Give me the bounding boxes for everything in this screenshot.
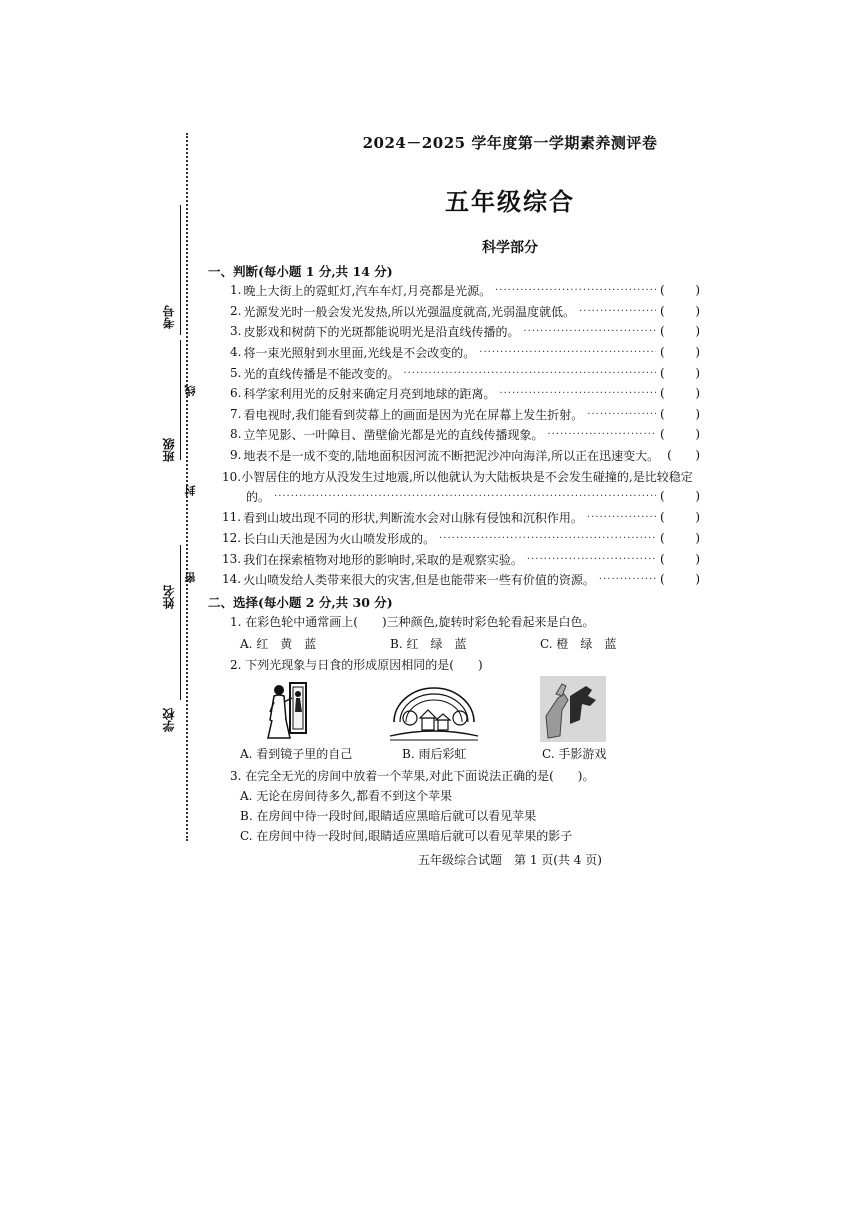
answer-paren[interactable]: ( ) — [660, 386, 700, 400]
item-text: 皮影戏和树荫下的光斑都能说明光是沿直线传播的。 — [243, 324, 520, 339]
mirror-woman-picture — [262, 680, 312, 742]
item-text: 地表不是一成不变的,陆地面积因河流不断把泥沙冲向海洋,所以正在迅速变大。 — [243, 448, 660, 463]
item-number: 1. — [230, 283, 242, 297]
answer-paren[interactable]: ( ) — [660, 304, 700, 318]
answer-paren[interactable]: ( ) — [660, 366, 700, 380]
item-text: 科学家利用光的反射来确定月亮到地球的距离。 — [243, 386, 496, 401]
exam-top-title: 2024－2025 学年度第一学期素养测评卷 — [362, 134, 658, 152]
seal-xian: 线 — [184, 385, 197, 396]
answer-paren[interactable]: ( ) — [667, 448, 700, 462]
choice-q1-option-a[interactable]: A. 红 黄 蓝 — [240, 637, 317, 651]
answer-paren[interactable]: ( ) — [660, 572, 700, 586]
item-text: 看到山坡出现不同的形状,判断流水会对山脉有侵蚀和沉积作用。 — [243, 510, 583, 525]
item-number: 10. — [222, 470, 242, 484]
leader-dots — [547, 429, 656, 440]
rainbow-picture — [388, 678, 480, 742]
judge-item — [230, 446, 700, 464]
choice-q1-option-c[interactable]: C. 橙 绿 蓝 — [540, 637, 617, 651]
choice-q3-option-a[interactable]: A. 无论在房间待多久,都看不到这个苹果 — [240, 789, 453, 803]
item-number: 4. — [230, 345, 242, 359]
leader-dots — [587, 512, 656, 523]
item-number: 2. — [230, 304, 242, 318]
seal-feng: 封 — [184, 485, 197, 496]
judge-item-10-line2 — [246, 487, 700, 505]
judge-item — [230, 364, 700, 382]
item-text: 光源发光时一般会发光发热,所以光强温度就高,光弱温度就低。 — [243, 304, 576, 319]
answer-paren[interactable]: ( ) — [660, 283, 700, 297]
choice-q2-option-b[interactable]: B. 雨后彩虹 — [402, 747, 467, 761]
xuexiao-line — [180, 605, 181, 700]
item-text: 立竿见影、一叶障目、凿壁偷光都是光的直线传播现象。 — [243, 427, 544, 442]
kaohao-label: 考号 — [162, 305, 176, 329]
item-text: 看电视时,我们能看到荧幕上的画面是因为光在屏幕上发生折射。 — [243, 407, 584, 422]
part2-heading: 二、选择(每小题 2 分,共 30 分) — [208, 595, 393, 610]
item-number: 13. — [222, 552, 242, 566]
answer-paren[interactable]: ( ) — [660, 552, 700, 566]
item-number: 14. — [222, 572, 242, 586]
judge-item — [230, 322, 700, 340]
answer-paren[interactable]: ( ) — [660, 489, 700, 503]
page-footer: 五年级综合试题 第 1 页(共 4 页) — [418, 853, 602, 867]
item-number: 7. — [230, 407, 242, 421]
judge-item — [222, 508, 700, 526]
choice-q1-stem: 1. 在彩色轮中通常画上( )三种颜色,旋转时彩色轮看起来是白色。 — [230, 615, 595, 629]
leader-dots — [495, 285, 656, 296]
judge-item-10-line1 — [222, 468, 693, 485]
item-number: 9. — [230, 448, 242, 462]
exam-main-title: 五年级综合 — [445, 187, 575, 216]
choice-q2-option-c[interactable]: C. 手影游戏 — [542, 747, 607, 761]
choice-q2-option-a[interactable]: A. 看到镜子里的自己 — [240, 747, 353, 761]
leader-dots — [579, 306, 656, 317]
item-number: 11. — [222, 510, 242, 524]
item-number: 6. — [230, 386, 242, 400]
judge-item — [230, 425, 700, 443]
item-text: 小智居住的地方从没发生过地震,所以他就认为大陆板块是不会发生碰撞的,是比较稳定 — [241, 470, 693, 484]
leader-dots — [523, 326, 656, 337]
leader-dots — [479, 347, 656, 358]
banji-line — [180, 340, 181, 460]
item-text: 火山喷发给人类带来很大的灾害,但是也能带来一些有价值的资源。 — [243, 572, 595, 587]
choice-q3-option-b[interactable]: B. 在房间中待一段时间,眼睛适应黑暗后就可以看见苹果 — [240, 809, 537, 823]
judge-item — [222, 529, 700, 547]
item-text: 的。 — [246, 489, 271, 504]
answer-paren[interactable]: ( ) — [660, 324, 700, 338]
choice-q3-stem: 3. 在完全无光的房间中放着一个苹果,对此下面说法正确的是( )。 — [230, 769, 595, 783]
judge-item — [230, 384, 700, 402]
item-text: 晚上大街上的霓虹灯,汽车车灯,月亮都是光源。 — [243, 283, 492, 298]
xuexiao-label: 学校 — [162, 708, 176, 732]
judge-item — [222, 550, 700, 568]
leader-dots — [403, 368, 656, 379]
judge-item — [222, 570, 700, 588]
leader-dots — [274, 491, 656, 502]
kaohao-line — [180, 205, 181, 335]
item-text: 将一束光照射到水里面,光线是不会改变的。 — [243, 345, 476, 360]
item-number: 12. — [222, 531, 242, 545]
item-text: 长白山天池是因为火山喷发形成的。 — [243, 531, 436, 546]
xingming-label: 姓名 — [162, 585, 176, 609]
judge-item — [230, 343, 700, 361]
leader-dots — [499, 388, 656, 399]
banji-label: 班级 — [162, 438, 176, 462]
judge-item — [230, 405, 700, 423]
leader-dots — [587, 409, 656, 420]
answer-paren[interactable]: ( ) — [660, 531, 700, 545]
leader-dots — [599, 574, 656, 585]
judge-item — [230, 281, 700, 299]
item-text: 光的直线传播是不能改变的。 — [243, 366, 400, 381]
section-title: 科学部分 — [482, 240, 538, 256]
part1-heading: 一、判断(每小题 1 分,共 14 分) — [208, 264, 393, 279]
choice-q1-option-b[interactable]: B. 红 绿 蓝 — [390, 637, 467, 651]
choice-q2-stem: 2. 下列光现象与日食的形成原因相同的是( ) — [230, 658, 483, 672]
leader-dots — [439, 533, 656, 544]
xingming-line — [180, 545, 181, 605]
item-number: 3. — [230, 324, 242, 338]
item-number: 5. — [230, 366, 242, 380]
answer-paren[interactable]: ( ) — [660, 510, 700, 524]
item-number: 8. — [230, 427, 242, 441]
seal-mi: 密 — [184, 572, 197, 583]
choice-q3-option-c[interactable]: C. 在房间中待一段时间,眼睛适应黑暗后就可以看见苹果的影子 — [240, 829, 573, 843]
hand-shadow-picture — [540, 676, 606, 742]
answer-paren[interactable]: ( ) — [660, 407, 700, 421]
item-text: 我们在探索植物对地形的影响时,采取的是观察实验。 — [243, 552, 523, 567]
leader-dots — [527, 554, 656, 565]
answer-paren[interactable]: ( ) — [660, 427, 700, 441]
answer-paren[interactable]: ( ) — [660, 345, 700, 359]
judge-item — [230, 302, 700, 320]
